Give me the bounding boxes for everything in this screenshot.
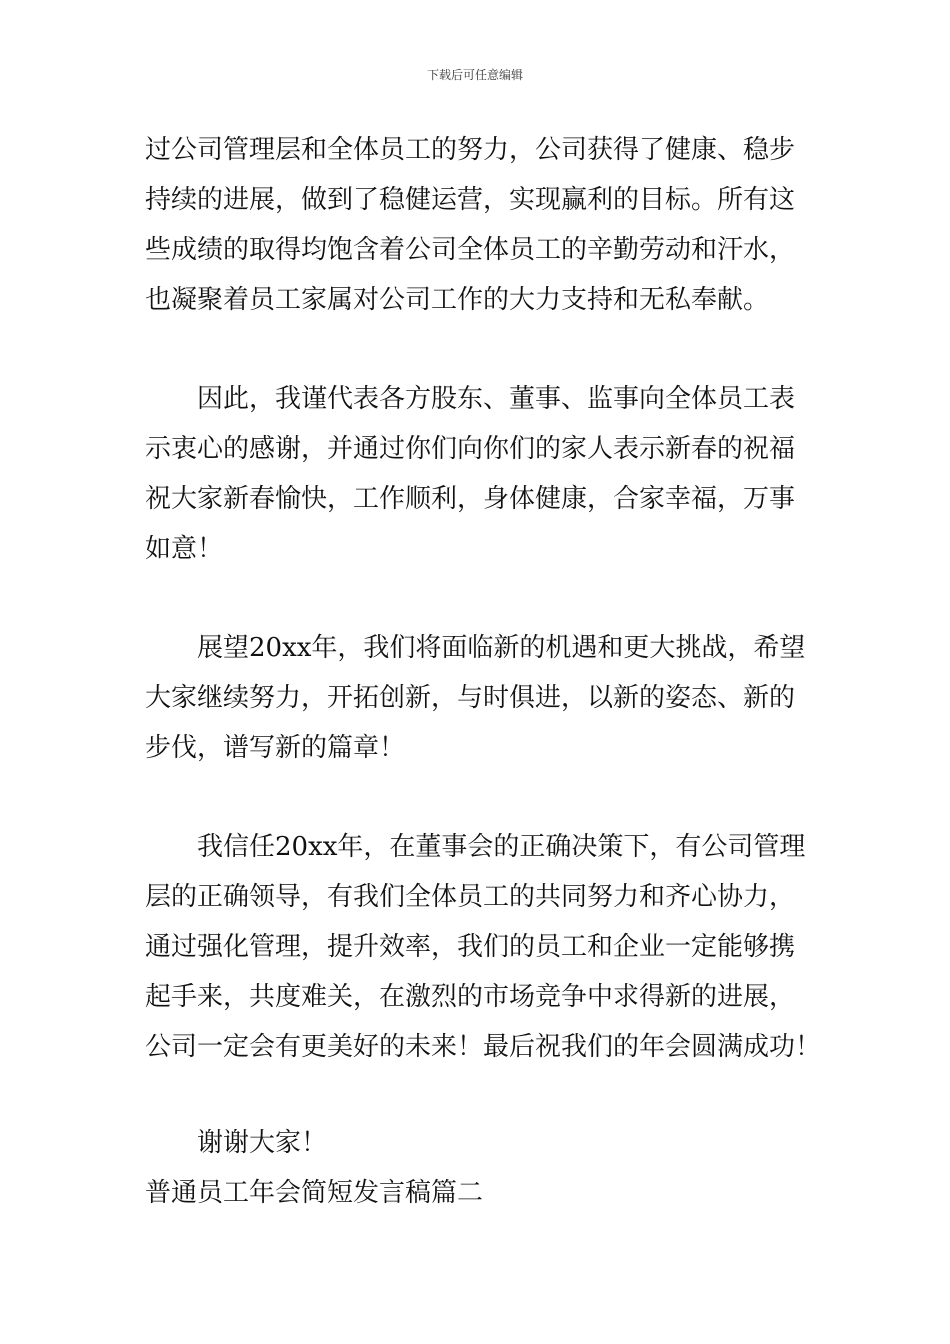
paragraph-line: 些成绩的取得均饱含着公司全体员工的辛勤劳动和汗水，	[145, 235, 796, 265]
paragraph-line: 起手来，共度难关，在激烈的市场竞争中求得新的进展，	[145, 982, 796, 1012]
paragraph-line: 过公司管理层和全体员工的努力，公司获得了健康、稳步	[145, 135, 796, 165]
paragraph-line: 步伐，谱写新的篇章！	[145, 733, 406, 763]
paragraph-line: 示衷心的感谢，并通过你们向你们的家人表示新春的祝福	[145, 434, 796, 464]
paragraph-line: 大家继续努力，开拓创新，与时俱进，以新的姿态、新的	[145, 683, 796, 713]
paragraph-line: 层的正确领导，有我们全体员工的共同努力和齐心协力，	[145, 882, 796, 912]
paragraph-line: 公司一定会有更美好的未来！最后祝我们的年会圆满成功！	[145, 1032, 822, 1062]
paragraph-line: 祝大家新春愉快，工作顺利，身体健康，合家幸福，万事	[145, 484, 796, 514]
paragraph-line: 如意！	[145, 534, 224, 564]
paragraph-line: 我信任20xx年，在董事会的正确决策下，有公司管理	[197, 832, 806, 862]
paragraph-line: 通过强化管理，提升效率，我们的员工和企业一定能够携	[145, 932, 796, 962]
paragraph-line: 也凝聚着员工家属对公司工作的大力支持和无私奉献。	[145, 285, 770, 315]
section-title: 普通员工年会简短发言稿篇二	[145, 1178, 484, 1208]
paragraph-line: 谢谢大家！	[197, 1128, 328, 1158]
header-note: 下载后可任意编辑	[426, 68, 523, 82]
paragraph-line: 持续的进展，做到了稳健运营，实现赢利的目标。所有这	[145, 185, 796, 215]
paragraph-line: 展望20xx年，我们将面临新的机遇和更大挑战，希望	[197, 633, 806, 663]
paragraph-line: 因此，我谨代表各方股东、董事、监事向全体员工表	[197, 384, 796, 414]
